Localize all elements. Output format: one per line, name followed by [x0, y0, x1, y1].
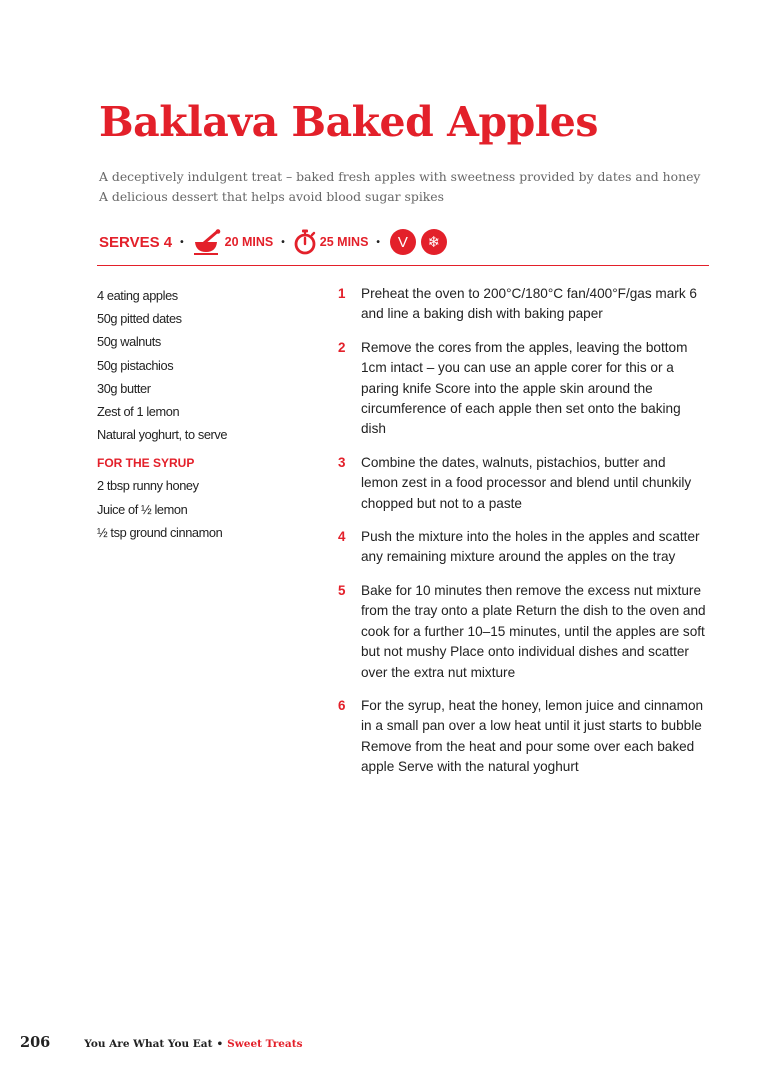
ingredient-item: 50g pistachios: [97, 357, 174, 373]
step-number: 3: [338, 454, 346, 470]
stopwatch-icon: [293, 229, 317, 255]
step-text: Remove the cores from the apples, leaving the bottom 1cm intact – you can use an apple corer for this or a paring knife Score into the apple skin around the circumference of each apple then set onto the baking dish: [361, 339, 688, 437]
recipe-meta-bar: [99, 226, 447, 258]
method-step: [338, 284, 718, 325]
meta-separator: •: [281, 236, 285, 248]
cook-time: 25 MINS: [319, 235, 369, 249]
ingredient-item: 50g walnuts: [97, 334, 161, 350]
ingredient-item: 50g pitted dates: [97, 311, 182, 327]
syrup-heading: FOR THE SYRUP: [97, 456, 195, 471]
header-divider: [97, 265, 709, 266]
page-number: 206: [20, 1034, 51, 1051]
meta-separator: •: [180, 236, 184, 248]
vegetarian-badge: V: [390, 229, 416, 255]
serves-label: SERVES 4: [99, 233, 173, 251]
method-step: [338, 453, 718, 514]
ingredient-item: 4 eating apples: [97, 288, 178, 303]
ingredients-list: [97, 284, 317, 544]
step-text: Bake for 10 minutes then remove the excess nut mixture from the tray onto a plate Return the dish to the oven and cook for a further 10–15 minutes, until the apples are soft but not mushy Place onto individual dishes and scatter over the extra nut mixture: [361, 582, 706, 680]
mixing-bowl-icon: [192, 229, 222, 255]
prep-time: 20 MINS: [224, 235, 274, 249]
footer-separator: •: [216, 1038, 224, 1050]
section-name: Sweet Treats: [227, 1038, 303, 1050]
book-title: You Are What You Eat: [84, 1038, 213, 1050]
syrup-ingredient-item: Juice of ½ lemon: [97, 501, 188, 517]
step-number: 2: [338, 339, 346, 355]
subtitle-line: A deceptively indulgent treat – baked fresh apples with sweetness provided by dates and honey: [99, 169, 701, 184]
page-footer: [20, 1034, 303, 1051]
freezable-snowflake-badge: ❄: [421, 229, 447, 255]
method-step: [338, 338, 718, 440]
step-number: 6: [338, 697, 346, 713]
ingredient-item: Zest of 1 lemon: [97, 403, 180, 419]
step-number: 4: [338, 529, 346, 545]
ingredient-item: Natural yoghurt, to serve: [97, 427, 228, 443]
recipe-title: Baklava Baked Apples: [99, 98, 598, 146]
step-number: 5: [338, 582, 346, 598]
method-step: [338, 581, 718, 683]
step-text: Push the mixture into the holes in the apples and scatter any remaining mixture around the apples on the tray: [361, 529, 700, 565]
step-text: For the syrup, heat the honey, lemon juice and cinnamon in a small pan over a low heat until it just starts to bubble Remove from the heat and pour some over each baked apple Serve with the natural yoghurt: [361, 697, 704, 775]
method-step: [338, 696, 718, 778]
meta-separator: •: [376, 236, 380, 248]
step-text: Combine the dates, walnuts, pistachios, butter and lemon zest in a food processor and blend until chunkily chopped but not to a paste: [361, 454, 692, 511]
recipe-subtitle: [99, 167, 739, 207]
subtitle-line: A delicious dessert that helps avoid blood sugar spikes: [99, 189, 444, 204]
method-steps: [338, 284, 718, 791]
step-text: Preheat the oven to 200°C/180°C fan/400°F/gas mark 6 and line a baking dish with baking paper: [361, 286, 697, 322]
step-number: 1: [338, 286, 346, 301]
syrup-ingredient-item: ½ tsp ground cinnamon: [97, 524, 223, 540]
syrup-ingredient-item: 2 tbsp runny honey: [97, 478, 199, 494]
ingredient-item: 30g butter: [97, 380, 151, 396]
method-step: [338, 527, 718, 568]
